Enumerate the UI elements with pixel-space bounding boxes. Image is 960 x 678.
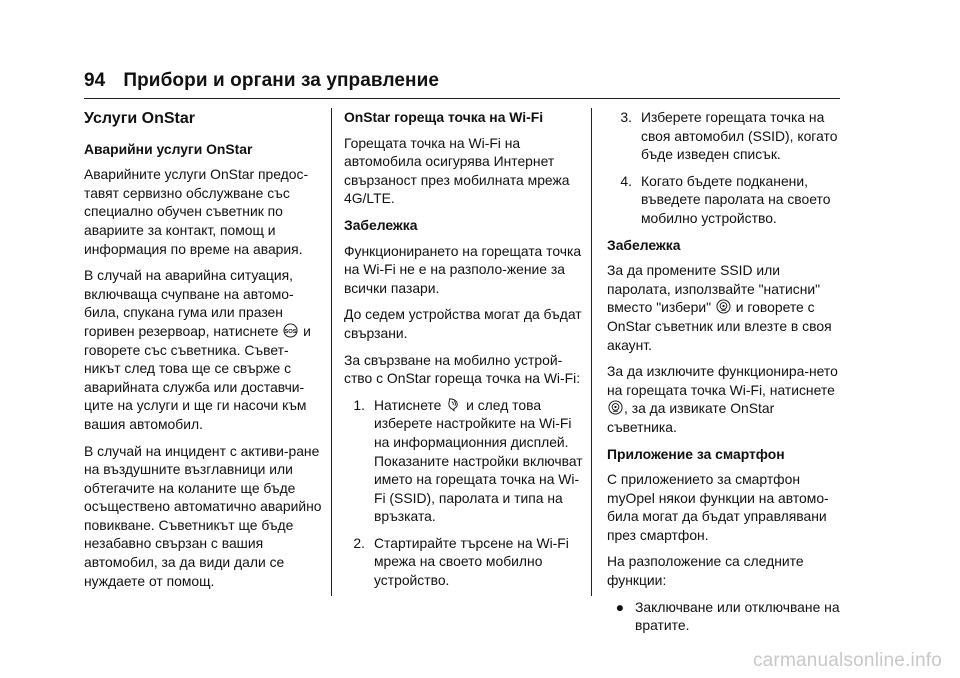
bullet-text: Заключване или отключване на вратите. (635, 598, 840, 634)
paragraph-text: , за да извикате OnStar съветника. (607, 400, 775, 435)
watermark: carmanualsonline.info (752, 650, 942, 671)
step-text (374, 396, 584, 526)
paragraph (607, 362, 845, 436)
note-text: Функционирането на горещата точка на Wi-Fi не е на разполо-жение за всички пазари. (344, 242, 582, 296)
note-text-part: За да промените SSID или паролата, използвайте "натисни" вместо "избери" (607, 262, 821, 316)
bullet-list (607, 598, 845, 635)
paragraph: С приложението за смартфон myOpel някои функции на автомо-била могат да бъдат управлявани през смартфон. (607, 471, 829, 543)
onstar-icon (716, 299, 731, 314)
paragraph-text: За да изключите функционира-нето на горещата точка Wi-Fi, натиснете (607, 363, 838, 398)
paragraph: Аварийните услуги OnStar предос-тавят сервизно обслужване със специално обучен съветник по авариите за контакт, помощ и информация по време на авария. (84, 166, 309, 257)
step-text: Изберете горещата точка на своя автомобил (SSID), когато бъде изведен списък. (641, 109, 838, 163)
list-item (344, 534, 584, 590)
page-title: Прибори и органи за управление (123, 70, 440, 91)
step-text-part: Натиснете (374, 396, 446, 413)
subheading-emergency: Аварийни услуги OnStar (84, 140, 253, 157)
sos-icon (283, 323, 298, 338)
subheading-wifi: OnStar гореща точка на Wi-Fi (344, 109, 544, 125)
column-divider-2 (591, 108, 592, 596)
paragraph-text: В случай на аварийна ситуация, включваща счупване на автомо-била, спукана гума или празен горивен резервоар, натиснете (84, 267, 294, 339)
list-item (344, 396, 584, 526)
step-number: 1. (353, 396, 365, 413)
note-title: Забележка (607, 236, 681, 253)
step-text: Стартирайте търсене на Wi-Fi мрежа на своето мобилно устройство. (374, 534, 569, 589)
paragraph: Горещата точка на Wi-Fi на автомобила осигурява Интернет свързаност през мобилната мрежа 4G/LTE. (344, 134, 570, 207)
voice-icon (446, 397, 461, 412)
list-item (607, 108, 845, 164)
paragraph: В случай на инцидент с активи-ране на въздушните възглавници или обтегачите на коланите ще бъде осъществено автоматично аварийно повикване. Съветникът ще бъде незабавно свързан с вашия автомобил, за да види дали се нуждаете от помощ. (84, 442, 322, 589)
step-text-part: и след това изберете настройките на Wi-Fi на информационния дисплей. Показаните настройки включват името на горещата точка на Wi- Fi (SSID), паролата и типа на връзката. (374, 396, 583, 525)
paragraph (84, 266, 324, 433)
note-text (607, 261, 845, 354)
column-1 (84, 108, 324, 598)
paragraph: До седем устройства могат да бъдат свързани. (344, 306, 582, 341)
svg-text:SOS: SOS (284, 328, 297, 335)
list-item (607, 598, 845, 635)
steps-list (344, 396, 584, 590)
step-number: 2. (353, 534, 365, 551)
note-text-part: и говорете с OnStar съветник или влезте в своя акаунт. (607, 299, 832, 353)
list-item (607, 172, 845, 228)
step-text: Когато бъдете подканени, въведете паролата на своето мобилно устройство. (641, 172, 831, 226)
section-title: Услуги OnStar (84, 110, 195, 127)
bullet-mark: ● (615, 598, 625, 615)
paragraph: На разположение са следните функции: (607, 553, 804, 589)
paragraph: За свързване на мобилно устрой-ство с OnStar гореща точка на Wi-Fi: (344, 351, 581, 387)
header-rule (84, 98, 840, 99)
paragraph-text: и говорете със съветника. Съвет-никът след това ще се свърже с аварийната служба или доставчи-ците на услуги и ще ги насочи към вашия автомобил. (84, 322, 311, 432)
column-2 (344, 108, 584, 598)
column-3 (607, 108, 845, 635)
step-number: 3. (620, 109, 632, 125)
steps-list (607, 108, 845, 228)
page-number: 94 (84, 70, 106, 91)
subheading-smartphone: Приложение за смартфон (607, 445, 785, 462)
step-number: 4. (620, 172, 632, 189)
page-header (84, 70, 439, 92)
onstar-icon (608, 400, 623, 415)
column-divider-1 (331, 108, 332, 596)
note-title: Забележка (344, 216, 418, 233)
